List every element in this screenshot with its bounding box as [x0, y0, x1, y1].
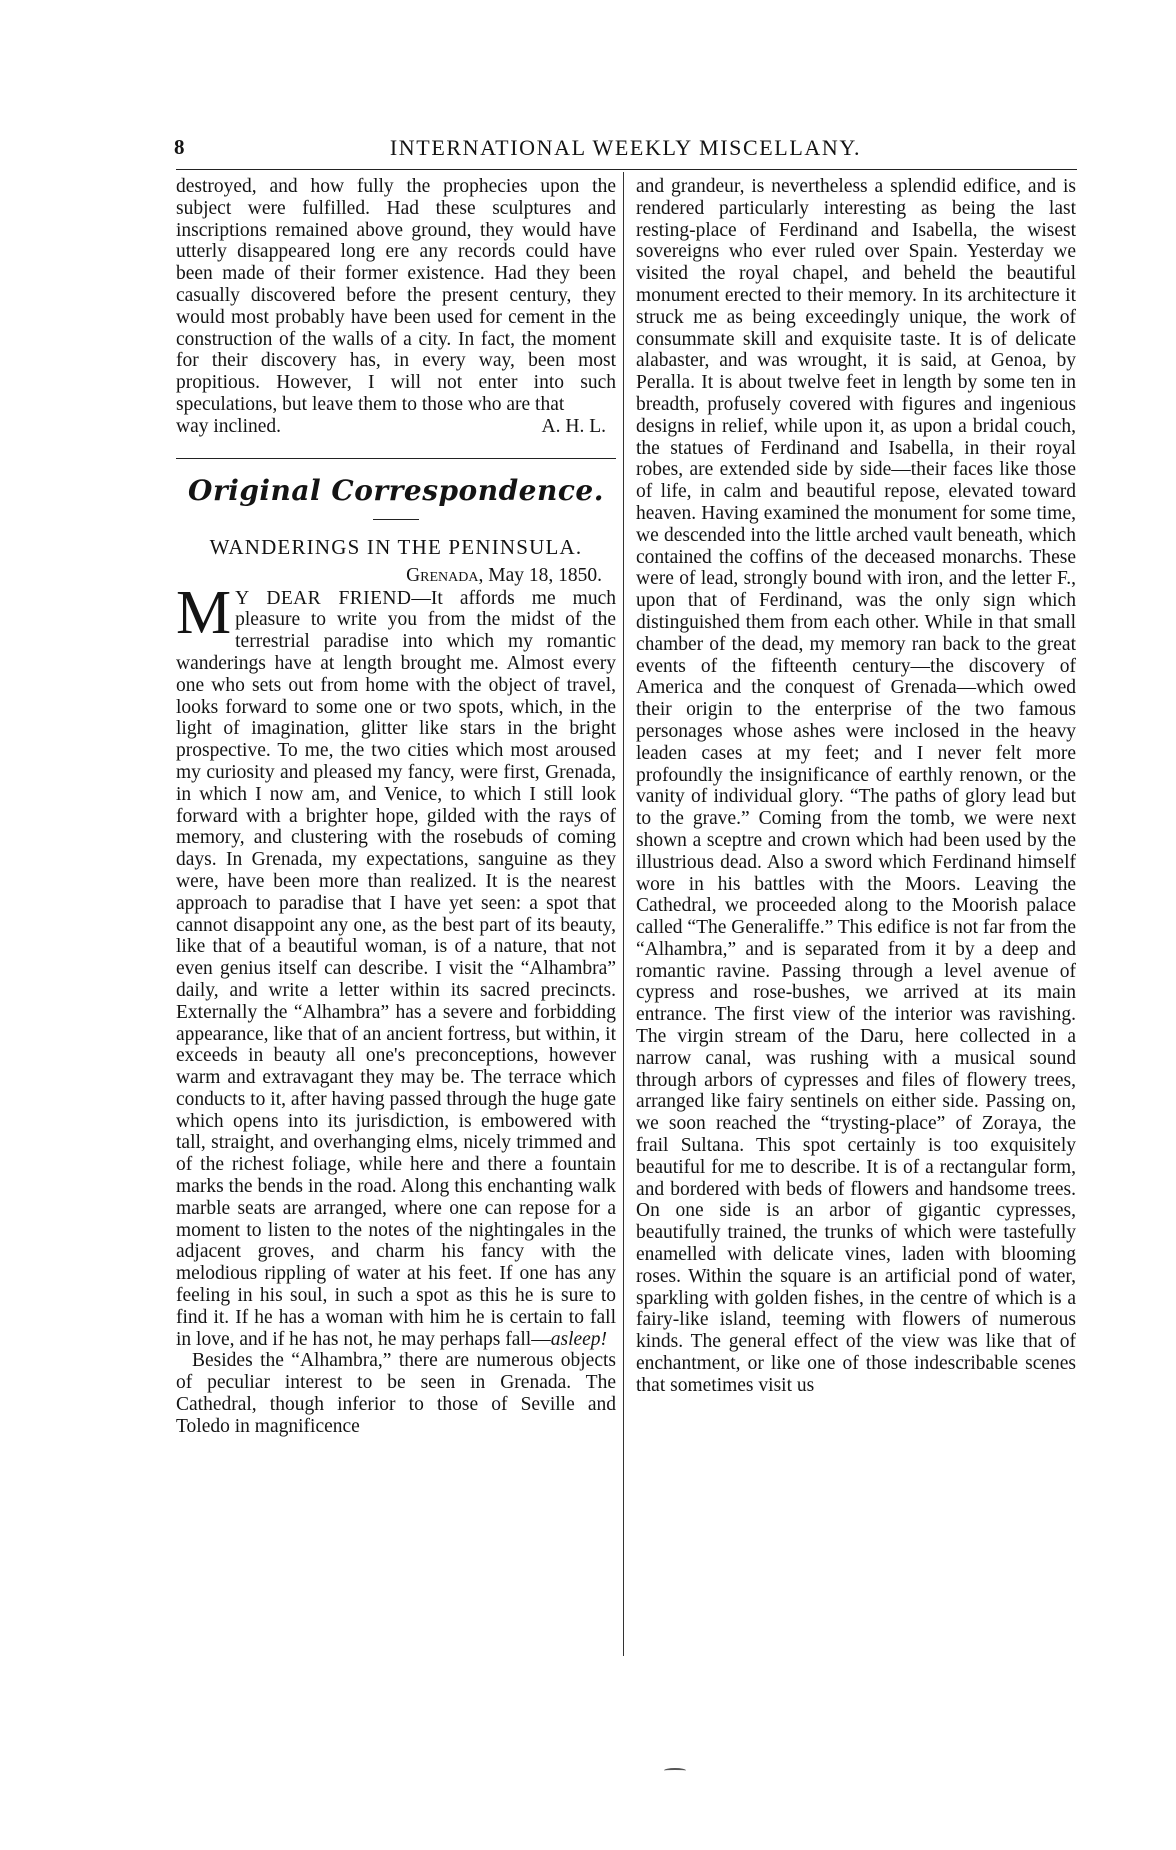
right-column-paragraph: and grandeur, is nevertheless a splendid edifice, and is rendered particularly interesting as being the last resting-place of Ferdinand and Isabella, the wisest sovereigns who ever ruled over Spain. Yesterday we visited the royal chapel, and beheld the beautiful monument erected to their memory. In its architecture it struck me as being exceedingly unique, the work of consummate skill and exquisite taste. It is of delicate alabaster, and was wrought, it is said, at Genoa, by Peralla. It is about twelve feet in length by some ten in breadth, profusely covered with figures and ingenious designs in relief, while upon it, as upon a bridal couch, the statues of Ferdinand and Isabella, in their royal robes, are extended side by side—their faces like those of life, in calm and beautiful repose, elevated toward heaven. Having examined the monument for some time, we descended into the little arched vault beneath, which contained the coffins of the deceased monarchs. These were of lead, strongly bound with iron, and the letter F., upon that of Ferdinand, was the only sign which distinguished them from each other. While in that small chamber of the dead, my memory ran back to the great events of the fifteenth century—the discovery of America and the conquest of Grenada—which owed their origin to the enterprise of the two famous personages whose ashes were inclosed in the heavy leaden cases at my feet; and I never felt more profoundly the insignificance of earthly renown, or the vanity of individual glory. “The paths of glory lead but to the grave.” Coming from the tomb, we were next shown a sceptre and crown which had been used by the illustrious dead. Also a sword which Ferdinand himself wore in his battles with the Moors. Leaving the Cathedral, we proceeded along to the Moorish palace called “The Generaliffe.” This edifice is not far from the “Alhambra,” and is separated from it by a deep and romantic ravine. Passing through a level avenue of cypress and rose-bushes, we arrived at its main entrance. The first view of the interior was ravishing. The virgin stream of the Daru, here collected in a narrow canal, was rushing with a musical sound through arbors of cypresses and files of flowery trees, arranged like fairy sentinels on either side. Passing on, we soon reached the “trysting-place” of Zoraya, the frail Sultana. This spot certainly is too exquisitely beautiful for me to describe. It is of a rectangular form, and bordered with beds of flowers and handsome trees. On one side is an arbor of gigantic cypresses, beautifully trained, the trunks of which were tastefully enamelled with delicate vines, laden with blooming roses. Within the square is an artificial pond of water, sparkling with golden fishes, in the centre of which is a fairy-like island, teeming with flowers of numerous kinds. The general effect of the view was like that of enchantment, or like one of those indescribable scenes that sometimes visit us	[636, 176, 1076, 1396]
dateline-place: Grenada,	[406, 564, 484, 586]
letter-paragraph-2: Besides the “Alhambra,” there are numerous objects of peculiar interest to be seen in Grenada. The Cathedral, though inferior to those of Seville and Toledo in magnificence	[176, 1350, 616, 1437]
article-title: WANDERINGS IN THE PENINSULA.	[209, 534, 583, 559]
letter-paragraph	[176, 578, 617, 1351]
page-number: 8	[174, 135, 185, 159]
closing-line: way inclined.	[176, 415, 282, 437]
italic-word: asleep!	[550, 1328, 608, 1350]
running-head	[174, 135, 1077, 165]
page-mark	[664, 1768, 686, 1774]
section-rule	[176, 458, 616, 459]
drop-cap: M	[176, 578, 232, 647]
author-signature: A. H. L.	[541, 415, 606, 437]
salutation: Y DEAR FRIEND	[235, 587, 412, 609]
publication-title: INTERNATIONAL WEEKLY MISCELLANY.	[389, 135, 862, 160]
column-divider	[623, 172, 624, 1656]
signature-line	[176, 416, 616, 438]
dateline	[176, 564, 616, 588]
header-rule	[176, 169, 1077, 170]
section-heading: Original Correspondence.	[188, 473, 604, 507]
right-column	[636, 176, 1076, 1397]
dateline-date: May 18, 1850.	[488, 564, 602, 586]
letter-body: —It affords me much pleasure to write you from the midst of the terrestrial paradise into which my romantic wanderings have at length brought me. Almost every one who sets out from home with the object of travel, looks forward to some one or two spots, which, in the light of imagination, glitter like stars in the bright prospective. To me, the two cities which most aroused my curiosity and pleased my fancy, were first, Grenada, in which I now am, and Venice, to which I still look forward with a brighter hope, gilded with the rays of memory, and clustering with the rosebuds of coming days. In Grenada, my expectations, sanguine as they were, have been more than realized. It is the nearest approach to paradise that I have yet seen: a spot that cannot disappoint any one, as the best part of its beauty, like that of a beautiful woman, is of a nature, that not even genius itself can describe. I visit the “Alhambra” daily, and write a letter within its sacred precincts. Externally the “Alhambra” has a severe and forbidding appearance, like that of an ancient fortress, but within, it exceeds in beauty all one's preconceptions, however warm and extravagant they may be. The terrace which conducts to it, after having passed through the huge gate which opens into its jurisdiction, is embowered with tall, straight, and overhanging elms, nicely trimmed and of the richest foliage, while here and there a fountain marks the bends in the road. Along this enchanting walk marble seats are arranged, where one can repose for a moment to listen to the notes of the nightingales in the adjacent groves, and charm his fancy with the melodious rippling of water at his feet. If one has any feeling in his soul, in such a spot as this he is sure to find it. If he has a woman with him he is certain to fall in love, and if he has not, he may perhaps fall—	[176, 587, 617, 1350]
left-column	[176, 176, 616, 1438]
continued-paragraph: destroyed, and how fully the prophecies upon the subject were fulfilled. Had these sculptures and inscriptions remained above ground, they would have utterly disappeared long ere any records could have been made of their former existence. Had they been casually discovered before the present century, they would most probably have been used for cement in the construction of the walls of a city. In fact, the moment for their discovery has, in every way, been most propitious. However, I will not enter into such speculations, but leave them to those who are that	[176, 176, 616, 415]
short-rule	[373, 519, 419, 520]
